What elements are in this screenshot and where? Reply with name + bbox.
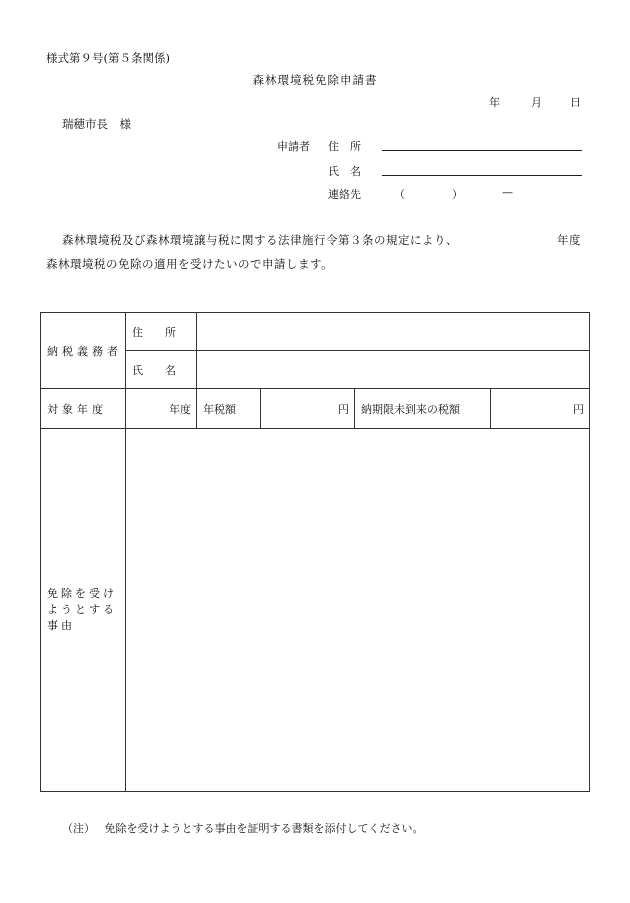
footnote-text: 免除を受けようとする事由を証明する書類を添付してください。: [104, 822, 424, 835]
footnote: [62, 820, 424, 836]
application-table: [40, 312, 590, 792]
taxpayer-address-label: 住 所: [126, 313, 197, 351]
annual-tax-field[interactable]: 円: [261, 389, 355, 429]
target-year-field[interactable]: 年度: [126, 389, 197, 429]
addressee: 瑞穂市長 様: [62, 117, 131, 131]
contact-paren-close: ）: [452, 188, 463, 201]
body-line-2: 森林環境税の免除の適用を受けたいので申請します。: [46, 257, 334, 271]
applicant-contact-label: 連絡先: [328, 188, 361, 201]
form-number: 様式第９号(第５条関係): [46, 51, 170, 65]
taxpayer-name-label: 氏 名: [126, 351, 197, 389]
reason-label-text: 免除を受けようとする事由: [47, 587, 117, 632]
contact-paren-open: （: [394, 188, 405, 201]
contact-dash: —: [502, 186, 513, 199]
taxpayer-name-field[interactable]: [197, 351, 590, 389]
taxpayer-address-field[interactable]: [197, 313, 590, 351]
annual-tax-label: 年税額: [197, 389, 261, 429]
applicant-address-label: 住 所: [328, 140, 361, 153]
taxpayer-label: 納税義務者: [41, 313, 126, 389]
reason-field[interactable]: [126, 429, 590, 792]
applicant-name-label: 氏 名: [328, 165, 361, 178]
page-title: 森林環境税免除申請書: [252, 73, 378, 87]
unpaid-tax-label: 納期限未到来の税額: [355, 389, 491, 429]
date-month-label: 月: [531, 96, 542, 109]
reason-label: [41, 429, 126, 792]
body-line-1: 森林環境税及び森林環境譲与税に関する法律施行令第３条の規定により、: [62, 233, 458, 247]
body-line-1-year: 年度: [557, 233, 581, 247]
target-year-label: 対象年度: [41, 389, 126, 429]
applicant-address-line[interactable]: [382, 150, 582, 151]
date-day-label: 日: [570, 96, 581, 109]
applicant-name-line[interactable]: [382, 175, 582, 176]
date-year-label: 年: [489, 96, 500, 109]
unpaid-tax-field[interactable]: 円: [491, 389, 590, 429]
applicant-label: 申請者: [277, 140, 310, 153]
footnote-mark: （注）: [62, 822, 95, 835]
